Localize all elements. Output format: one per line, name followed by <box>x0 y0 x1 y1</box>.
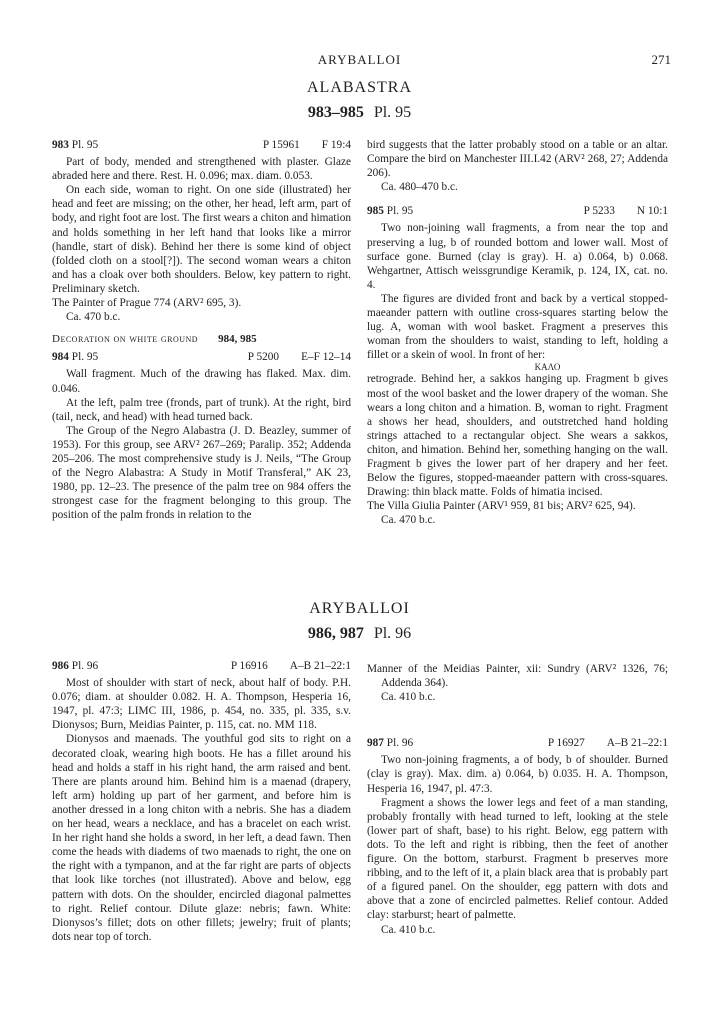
paragraph: Fragment a shows the lower legs and feet of a man standing, probably frontally with head turned to left, looking at the stele (lower part of shaft, base) to his right. Below, egg pattern with dots. To the left and right is ribbing, then the feet of another figure. On the bottom, starburst. Fragment b preserves more ribbing, and to the left of it, a plain black area that is probably part of a figured panel. On the shoulder, egg pattern with dots and above that a zone of encircled palmettes. Relief contour. Added clay: starburst; heart of palmette. <box>367 796 668 922</box>
findspot: A–B 21–22:1 <box>606 737 668 750</box>
paragraph: Wall fragment. Much of the drawing has flaked. Max. dim. 0.046. <box>52 368 351 395</box>
paragraph: Part of body, mended and strengthened with plaster. Glaze abraded here and there. Rest. H. 0.096; max. diam. 0.053. <box>52 156 351 183</box>
subheading-white-ground: Decoration on white ground 984, 985 <box>52 333 257 346</box>
date: Ca. 410 b.c. <box>381 923 436 936</box>
entry-header-986 <box>52 659 351 673</box>
entry-header-985 <box>367 204 668 218</box>
entry-plate: Pl. 96 <box>71 660 99 672</box>
entry-plate: Pl. 95 <box>386 205 414 218</box>
entry-header-983 <box>52 138 351 152</box>
running-head: ARYBALLOI <box>317 52 402 67</box>
entry-plate: Pl. 95 <box>71 351 99 364</box>
findspot: N 10:1 <box>636 205 668 218</box>
date: Ca. 470 b.c. <box>66 311 121 324</box>
plate-ref: Pl. 95 <box>373 104 412 121</box>
inventory-number: P 15961 <box>262 139 300 151</box>
entry-number: 986 <box>52 660 69 672</box>
paragraph: The Group of the Negro Alabastra (J. D. Beazley, summer of 1953). For this group, see ARV² 267–269; Paralip. 352; Addenda 205–206. The most comprehensive study is J. Neils, “The Group of the Negro Alabastra: A Study in Motif Transferal,” AK 23, 1980, pp. 12–23. The presence of the palm tree on 984 offers the strongest case for the fragment belonging to this group. The position of the palm fronds in relation to the <box>52 424 351 522</box>
paragraph: retrograde. Behind her, a sakkos hanging up. Fragment b gives most of the wool basket and the lower drapery of the woman. She wears a long chiton and a himation. B, woman to right. Fragment a shows her head, shoulders, and outstretched hand holding strings attached to a rectangular object. She wears a sakkos, chiton, and himation. Behind her, something hanging on the wall. Fragment b gives the lower part of her drapery and her feet. Below the figures, stopped-maeander pattern with cross-squares. Drawing: thin black matte. Folds of himatia incised. <box>367 373 668 499</box>
inventory-number: P 16916 <box>230 660 268 672</box>
date: Ca. 410 b.c. <box>381 691 436 704</box>
right-column-1 <box>367 138 668 527</box>
findspot: F 19:4 <box>321 139 351 151</box>
entry-number: 983 <box>52 139 69 151</box>
paragraph: At the left, palm tree (fronds, part of trunk). At the right, bird (tail, neck, and head) with head turned back. <box>52 396 351 423</box>
section-title-alabastra: ALABASTRA <box>306 79 412 96</box>
entry-number: 985 <box>367 205 384 218</box>
paragraph: Most of shoulder with start of neck, about half of body. P.H. 0.076; diam. at shoulder 0.082. H. A. Thompson, Hesperia 16, 1947, pl. 47:3; LIMC III, 1986, p. 454, no. 335, pl. 335, s.v. Dionysos; Burn, Meidias Painter, p. 115, cat. no. MM 118. <box>52 677 351 732</box>
entry-header-987 <box>367 736 668 750</box>
section-numbers-986-987 <box>0 625 719 643</box>
paragraph-continued: bird suggests that the latter probably stood on a table or an altar. Compare the bird on Manchester III.I.42 (ARV² 268, 27; Addenda 206). <box>367 139 668 180</box>
inventory-number: P 5233 <box>583 205 615 218</box>
attribution: The Villa Giulia Painter (ARV¹ 959, 81 bis; ARV² 625, 94). <box>367 500 636 513</box>
catalog-range: 983–985 <box>307 104 364 121</box>
entry-number: 984 <box>52 351 69 364</box>
section-title-aryballoi: ARYBALLOI <box>309 600 410 617</box>
attribution: Manner of the Meidias Painter, xii: Sundry (ARV² 1326, 76; Addenda 364). <box>367 663 668 690</box>
left-column-1 <box>52 138 351 522</box>
date: Ca. 480–470 b.c. <box>381 181 458 194</box>
findspot: A–B 21–22:1 <box>289 660 351 672</box>
left-column-2 <box>52 659 351 944</box>
paragraph: On each side, woman to right. On one side (illustrated) her head and feet are missing; on the other, her head, left arm, part of body, and right foot are lost. The first wears a chiton and himation and holds something in her left hand that looks like a mirror (handle, start of disk). Behind her there is some kind of object (folded cloth on a stool[?]). The second woman wears a chiton and has a cloak over both shoulders. Below, key pattern to right. Preliminary sketch. <box>52 184 351 295</box>
findspot: E–F 12–14 <box>301 351 351 364</box>
paragraph: Two non-joining fragments, a of body, b of shoulder. Burned (clay is gray). Max. dim. a) 0.064, b) 0.035. H. A. Thompson, Hesperia 16, 1947, pl. 47:3. <box>367 754 668 795</box>
catalog-range: 986, 987 <box>307 625 364 642</box>
paragraph: Dionysos and maenads. The youthful god sits to right on a decorated cloak, wearing high boots. He has a fillet around his head and holds a staff in his right hand, the arm raised and bent. There are plants around him. Behind him is a maenad (drapery, left arm) holding up part of her garment, and before him is another dressed in a long chiton with a nebris. She has a diadem on her head, wears a necklace, and has a bracelet on each wrist. In her right hand she holds a sword, in her left, a dead fawn. Then come the heads with diadems of two maenads to right, the one on the right with a tympanon, and at the far right are parts of objects that look like torches (not illustrated). Above and below, egg pattern with dots. On the shoulder, encircled diagonal palmettes to right. Relief contour. Dilute glaze: nebris; fawn. White: Dionysos’s fillet; dots on other fillets; jewelry; fruit of plants; dots near top of torch. <box>52 733 351 943</box>
section-numbers-983-985 <box>0 104 719 122</box>
paragraph: Two non-joining wall fragments, a from near the top and preserving a lug, b of rounded bottom and lower wall. Most of surface gone. Burned (clay is gray). H. a) 0.064, b) 0.068. Wehgartner, Attisch weissgrundige Keramik, p. 124, IX, cat. no. 4. <box>367 222 668 291</box>
paragraph: The figures are divided front and back by a vertical stopped-maeander pattern with outline cross-squares starting below the lug. A, woman with wool basket. Fragment a preserves this woman from the shoulders to waist, standing to left, holding a fillet or a skein of wool. In front of her: <box>367 292 668 362</box>
attribution: The Painter of Prague 774 (ARV² 695, 3). <box>52 297 242 310</box>
date: Ca. 470 b.c. <box>381 514 436 527</box>
plate-ref: Pl. 96 <box>373 625 412 642</box>
entry-header-984 <box>52 350 351 364</box>
inventory-number: P 5200 <box>247 351 280 364</box>
right-column-2 <box>367 662 668 937</box>
greek-inscription: ΚΑΛΟ <box>534 362 561 373</box>
entry-plate: Pl. 96 <box>386 737 414 750</box>
entry-plate: Pl. 95 <box>71 139 99 151</box>
entry-number: 987 <box>367 737 384 750</box>
inventory-number: P 16927 <box>547 737 585 750</box>
page-number: 271 <box>651 52 671 67</box>
